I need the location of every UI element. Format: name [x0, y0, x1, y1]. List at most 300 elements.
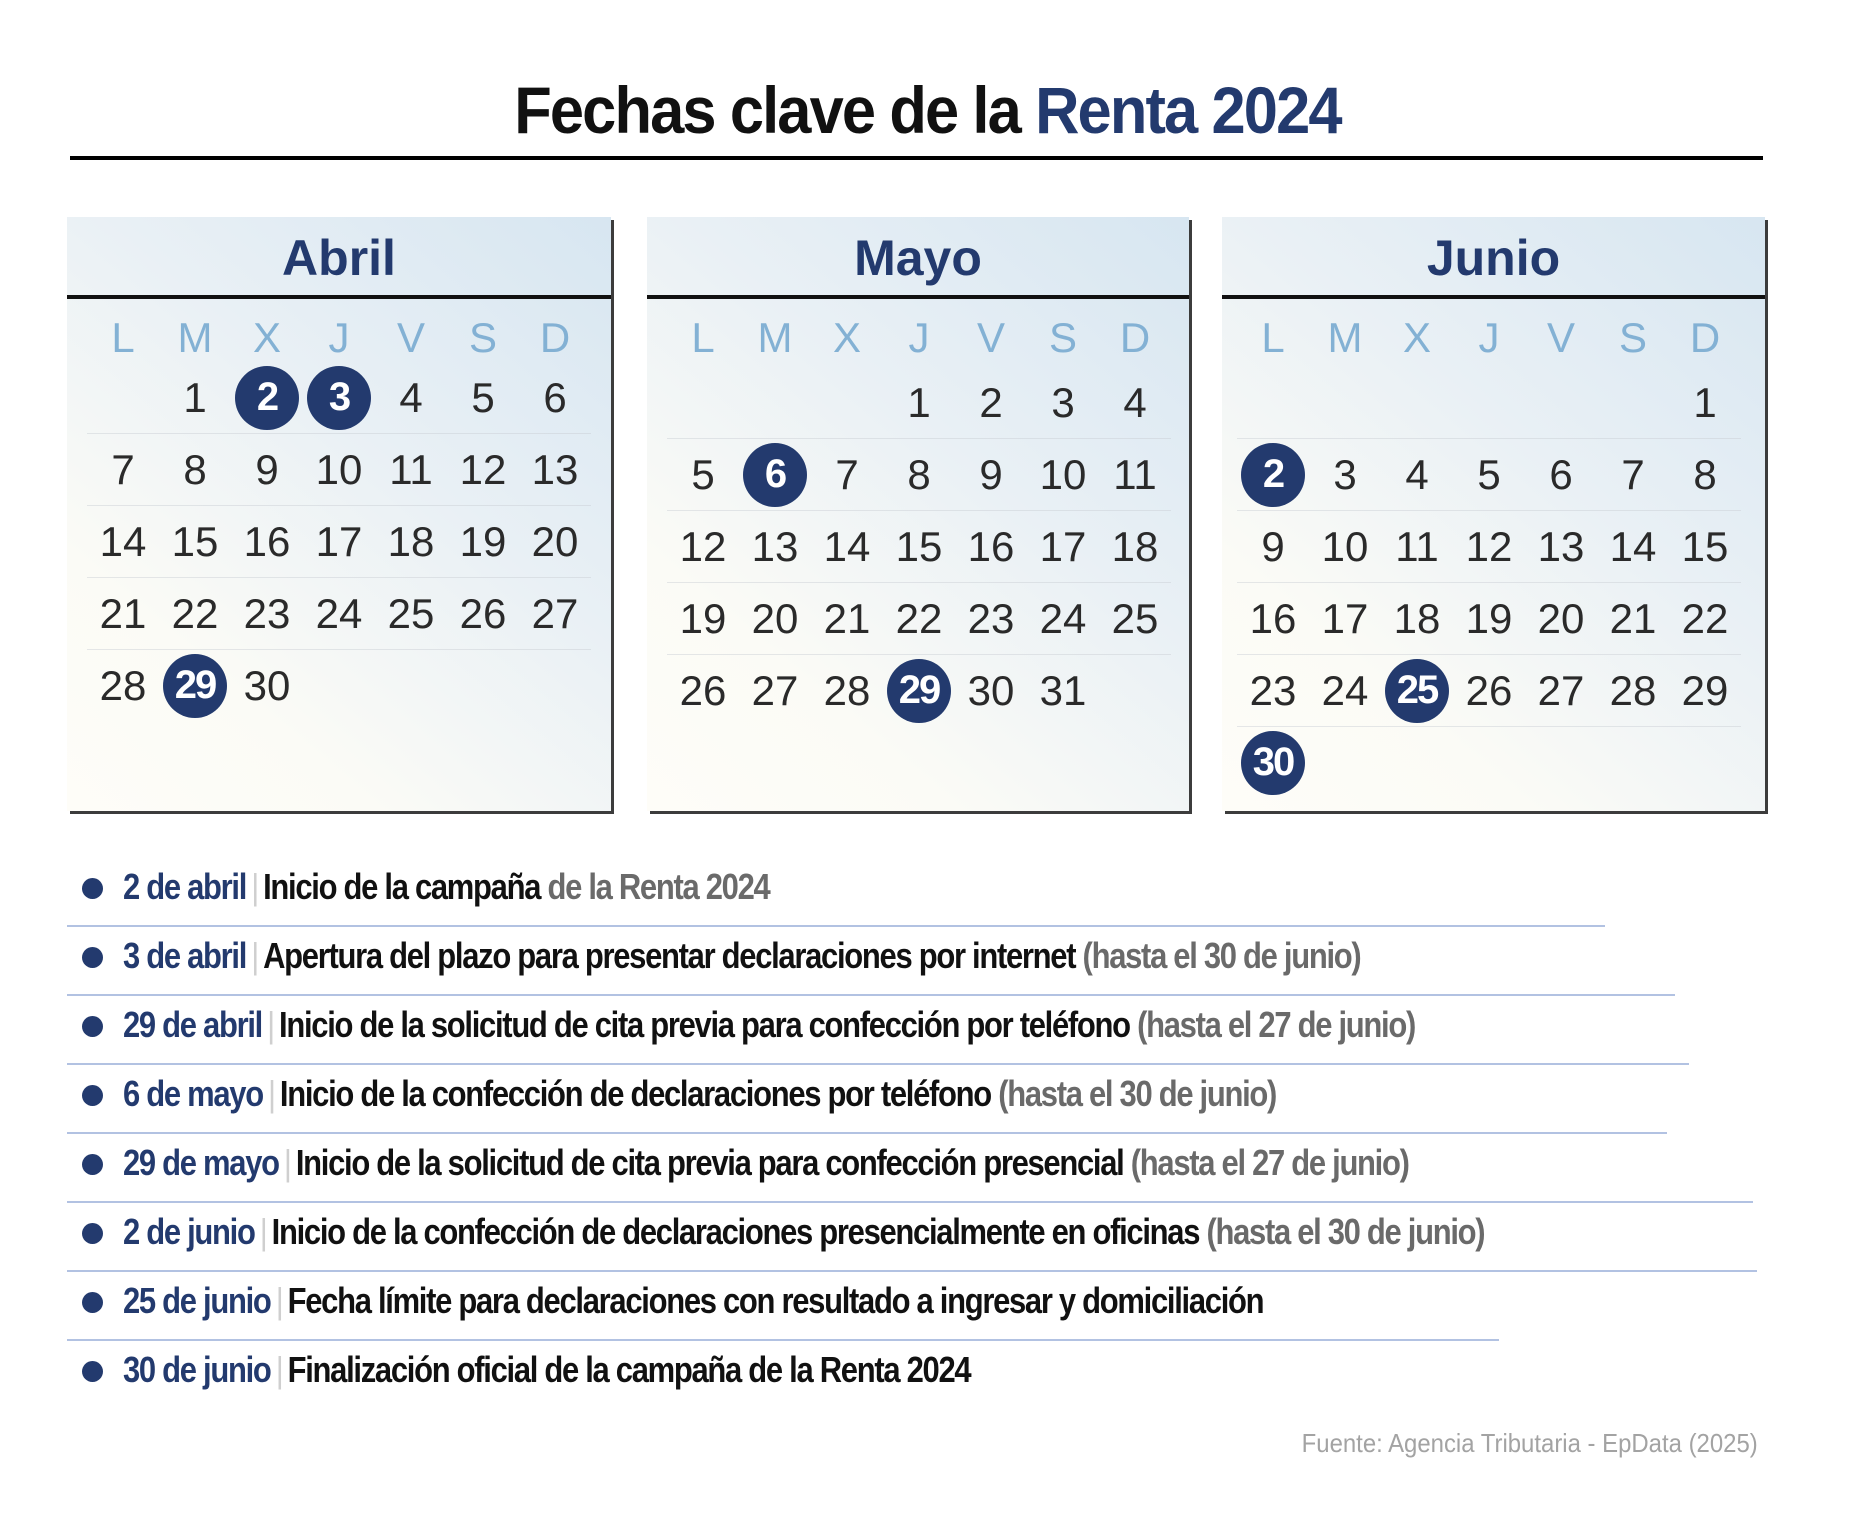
day-number: 26	[1465, 666, 1513, 714]
day-cell	[667, 367, 739, 438]
week-row	[1237, 655, 1741, 727]
day-cell	[1381, 727, 1453, 798]
week-row	[87, 506, 591, 578]
day-cell	[955, 367, 1027, 438]
day-cell	[1453, 367, 1525, 438]
day-number: 30	[243, 661, 291, 709]
day-number: 2	[979, 378, 1003, 426]
day-number: 8	[1693, 450, 1717, 498]
event-text	[123, 862, 769, 912]
day-number: 23	[243, 589, 291, 637]
weekday-label: D	[539, 314, 571, 361]
day-cell	[1453, 583, 1525, 654]
day-number: 15	[895, 522, 943, 570]
separator: |	[267, 1073, 275, 1114]
week-row	[667, 583, 1171, 655]
day-cell	[667, 655, 739, 726]
highlighted-day	[1237, 439, 1309, 510]
day-cell	[375, 362, 447, 433]
weekday-header-row	[87, 313, 591, 363]
day-cell	[811, 655, 883, 726]
week-row	[87, 650, 591, 721]
day-number: 9	[255, 445, 279, 493]
day-number: 9	[1261, 522, 1285, 570]
bullet-icon	[82, 1292, 103, 1313]
day-cell	[231, 434, 303, 505]
day-cell	[955, 511, 1027, 582]
event-text	[123, 1000, 1415, 1050]
day-grid	[87, 362, 591, 721]
day-cell	[519, 506, 591, 577]
bullet-icon	[82, 1154, 103, 1175]
event-date: 29 de mayo	[123, 1142, 279, 1183]
day-cell	[1027, 583, 1099, 654]
day-cell	[1669, 727, 1741, 798]
event-description: Fecha límite para declaraciones con resultado a ingresar y domiciliación	[287, 1280, 1264, 1321]
day-cell	[1453, 655, 1525, 726]
day-cell	[87, 434, 159, 505]
day-number: 4	[1405, 450, 1429, 498]
day-number: 13	[751, 522, 799, 570]
day-cell	[519, 578, 591, 649]
day-number: 24	[1039, 594, 1087, 642]
day-cell	[87, 506, 159, 577]
day-number: 28	[1609, 666, 1657, 714]
day-cell	[1309, 367, 1381, 438]
day-cell	[1381, 583, 1453, 654]
highlighted-day	[1237, 727, 1309, 798]
day-cell	[1099, 655, 1171, 726]
day-cell	[1309, 439, 1381, 510]
week-row	[667, 511, 1171, 583]
day-number: 11	[389, 445, 433, 493]
week-row	[667, 655, 1171, 726]
weekday-label: J	[328, 314, 350, 361]
day-cell	[667, 583, 739, 654]
highlighted-day	[883, 655, 955, 726]
day-cell	[87, 650, 159, 721]
day-cell	[303, 506, 375, 577]
separator: |	[283, 1142, 291, 1183]
day-number: 19	[679, 594, 727, 642]
day-cell	[303, 578, 375, 649]
day-number: 18	[1111, 522, 1159, 570]
row-divider	[67, 925, 1605, 927]
day-number: 29	[887, 659, 951, 723]
calendar-month-title: Abril	[67, 217, 611, 299]
day-number: 4	[399, 373, 423, 421]
day-number: 25	[1385, 659, 1449, 723]
day-number: 22	[895, 594, 943, 642]
day-cell	[1669, 655, 1741, 726]
day-number: 22	[1681, 594, 1729, 642]
row-divider	[67, 1339, 1499, 1341]
day-number: 9	[979, 450, 1003, 498]
day-cell	[159, 578, 231, 649]
day-cell	[1027, 511, 1099, 582]
day-number: 21	[823, 594, 871, 642]
day-number: 30	[1241, 731, 1305, 795]
day-cell	[375, 434, 447, 505]
event-description: Inicio de la confección de declaraciones por teléfono	[279, 1073, 991, 1114]
day-number: 28	[99, 661, 147, 709]
day-number: 7	[835, 450, 859, 498]
day-cell	[447, 434, 519, 505]
day-number: 22	[171, 589, 219, 637]
event-note: (hasta el 30 de junio)	[1075, 935, 1361, 976]
week-row	[1237, 439, 1741, 511]
bullet-icon	[82, 1223, 103, 1244]
day-cell	[375, 650, 447, 721]
bullet-icon	[82, 947, 103, 968]
day-cell	[1453, 511, 1525, 582]
day-cell	[1237, 655, 1309, 726]
day-cell	[447, 650, 519, 721]
event-description: Finalización oficial de la campaña de la Renta 2024	[287, 1349, 971, 1390]
day-cell	[159, 506, 231, 577]
day-cell	[1525, 367, 1597, 438]
day-cell	[1525, 439, 1597, 510]
weekday-label: L	[691, 314, 715, 361]
day-cell	[1453, 727, 1525, 798]
day-cell	[1099, 367, 1171, 438]
day-number: 16	[967, 522, 1015, 570]
weekday-label: L	[1261, 314, 1285, 361]
day-cell	[955, 655, 1027, 726]
day-cell	[375, 506, 447, 577]
event-text	[123, 1138, 1409, 1188]
highlighted-day	[739, 439, 811, 510]
day-number: 20	[531, 517, 579, 565]
row-divider	[67, 1063, 1689, 1065]
day-number: 23	[967, 594, 1015, 642]
weekday-label: L	[111, 314, 135, 361]
day-cell	[375, 578, 447, 649]
day-cell	[1525, 655, 1597, 726]
day-cell	[1525, 583, 1597, 654]
day-cell	[739, 655, 811, 726]
day-cell	[1309, 655, 1381, 726]
day-number: 8	[907, 450, 931, 498]
day-cell	[1309, 583, 1381, 654]
event-description: Inicio de la confección de declaraciones presencialmente en oficinas	[271, 1211, 1200, 1252]
day-number: 12	[459, 445, 507, 493]
day-cell	[1381, 511, 1453, 582]
day-number: 7	[111, 445, 135, 493]
day-number: 8	[183, 445, 207, 493]
day-number: 14	[99, 517, 147, 565]
day-cell	[519, 434, 591, 505]
day-number: 27	[751, 666, 799, 714]
day-number: 21	[99, 589, 147, 637]
week-row	[87, 362, 591, 434]
day-number: 18	[1393, 594, 1441, 642]
row-divider	[67, 1201, 1753, 1203]
day-number: 5	[691, 450, 715, 498]
event-text	[123, 1069, 1276, 1119]
day-number: 15	[1681, 522, 1729, 570]
day-number: 11	[1113, 450, 1157, 498]
separator: |	[251, 935, 258, 976]
bullet-icon	[82, 1016, 103, 1037]
day-cell	[1099, 583, 1171, 654]
day-number: 30	[967, 666, 1015, 714]
day-cell	[231, 506, 303, 577]
day-number: 20	[751, 594, 799, 642]
event-description: Inicio de la campaña	[263, 866, 541, 907]
day-cell	[1669, 367, 1741, 438]
weekday-label: S	[468, 314, 497, 361]
weekday-label: S	[1048, 314, 1077, 361]
event-text	[123, 931, 1360, 981]
weekday-label: M	[177, 314, 213, 361]
weekday-header-row	[667, 313, 1171, 363]
row-divider	[67, 1270, 1757, 1272]
day-number: 26	[679, 666, 727, 714]
event-date: 2 de abril	[123, 866, 247, 907]
event-date: 2 de junio	[123, 1211, 255, 1252]
separator: |	[267, 1004, 274, 1045]
day-number: 12	[1465, 522, 1513, 570]
weekday-label: M	[757, 314, 793, 361]
day-number: 29	[163, 654, 227, 718]
day-number: 10	[1321, 522, 1369, 570]
day-number: 16	[243, 517, 291, 565]
event-text	[123, 1345, 970, 1395]
day-number: 24	[315, 589, 363, 637]
day-number: 1	[907, 378, 931, 426]
weekday-label: D	[1689, 314, 1721, 361]
event-note: (hasta el 30 de junio)	[990, 1073, 1277, 1114]
highlighted-day	[1381, 655, 1453, 726]
weekday-label: X	[252, 314, 281, 361]
day-number: 17	[315, 517, 363, 565]
day-number: 17	[1321, 594, 1369, 642]
day-cell	[231, 578, 303, 649]
day-number: 5	[471, 373, 495, 421]
weekday-label: V	[396, 314, 425, 361]
day-number: 13	[531, 445, 579, 493]
week-row	[1237, 367, 1741, 439]
page-title	[64, 72, 1790, 148]
bullet-icon	[82, 1085, 103, 1106]
day-cell	[1453, 439, 1525, 510]
highlighted-day	[303, 362, 375, 433]
event-date: 6 de mayo	[123, 1073, 263, 1114]
day-cell	[447, 362, 519, 433]
day-cell	[1381, 439, 1453, 510]
day-number: 25	[387, 589, 435, 637]
calendar-junio	[1222, 217, 1765, 811]
event-note: (hasta el 27 de junio)	[1123, 1142, 1409, 1183]
day-cell	[955, 583, 1027, 654]
day-number: 15	[171, 517, 219, 565]
day-number: 21	[1609, 594, 1657, 642]
day-number: 27	[1537, 666, 1585, 714]
event-date: 25 de junio	[123, 1280, 271, 1321]
weekday-label: J	[1478, 314, 1500, 361]
day-cell	[883, 583, 955, 654]
day-cell	[1597, 439, 1669, 510]
day-number: 3	[1051, 378, 1075, 426]
event-text	[123, 1276, 1263, 1326]
day-cell	[303, 434, 375, 505]
day-number: 6	[743, 443, 807, 507]
day-cell	[811, 583, 883, 654]
day-number: 12	[679, 522, 727, 570]
separator: |	[275, 1349, 283, 1390]
day-number: 26	[459, 589, 507, 637]
day-grid	[667, 367, 1171, 726]
day-number: 13	[1537, 522, 1585, 570]
day-cell	[811, 439, 883, 510]
day-number: 18	[387, 517, 435, 565]
day-number: 19	[459, 517, 507, 565]
weekday-label: X	[1402, 314, 1431, 361]
day-number: 1	[1693, 378, 1717, 426]
source-note: Fuente: Agencia Tributaria - EpData (2025)	[1301, 1428, 1758, 1458]
event-description: Apertura del plazo para presentar declaraciones por internet	[263, 935, 1076, 976]
week-row	[667, 367, 1171, 439]
day-cell	[519, 362, 591, 433]
day-number: 2	[235, 366, 299, 430]
day-number: 19	[1465, 594, 1513, 642]
day-number: 3	[307, 366, 371, 430]
row-divider	[67, 1132, 1667, 1134]
day-cell	[1237, 511, 1309, 582]
day-number: 25	[1111, 594, 1159, 642]
highlighted-day	[159, 650, 231, 721]
day-cell	[883, 367, 955, 438]
day-number: 11	[1395, 522, 1439, 570]
event-date: 29 de abril	[123, 1004, 262, 1045]
day-number: 28	[823, 666, 871, 714]
day-number: 29	[1681, 666, 1729, 714]
day-cell	[1309, 727, 1381, 798]
day-cell	[811, 367, 883, 438]
week-row	[1237, 511, 1741, 583]
highlighted-day	[231, 362, 303, 433]
day-number: 27	[531, 589, 579, 637]
day-cell	[447, 506, 519, 577]
day-cell	[1099, 439, 1171, 510]
day-number: 14	[1609, 522, 1657, 570]
event-note: (hasta el 27 de junio)	[1129, 1004, 1415, 1045]
week-row	[1237, 583, 1741, 655]
row-divider	[67, 994, 1675, 996]
day-number: 7	[1621, 450, 1645, 498]
day-cell	[1309, 511, 1381, 582]
day-number: 14	[823, 522, 871, 570]
day-cell	[87, 362, 159, 433]
weekday-label: M	[1327, 314, 1363, 361]
bullet-icon	[82, 1361, 103, 1382]
weekday-label: X	[832, 314, 861, 361]
day-cell	[1027, 439, 1099, 510]
day-number: 2	[1241, 443, 1305, 507]
day-cell	[955, 439, 1027, 510]
weekday-label: D	[1119, 314, 1151, 361]
event-date: 3 de abril	[123, 935, 247, 976]
separator: |	[251, 866, 258, 907]
weekday-label: J	[908, 314, 930, 361]
day-cell	[739, 511, 811, 582]
title-prefix: Fechas clave de la	[514, 73, 1036, 147]
day-cell	[159, 362, 231, 433]
day-cell	[1525, 727, 1597, 798]
day-number: 23	[1249, 666, 1297, 714]
day-cell	[87, 578, 159, 649]
day-cell	[1525, 511, 1597, 582]
day-cell	[303, 650, 375, 721]
day-cell	[1597, 727, 1669, 798]
day-number: 20	[1537, 594, 1585, 642]
day-cell	[1597, 511, 1669, 582]
bullet-icon	[82, 878, 103, 899]
event-date: 30 de junio	[123, 1349, 271, 1390]
day-cell	[1669, 439, 1741, 510]
week-row	[1237, 727, 1741, 798]
event-note: (hasta el 30 de junio)	[1199, 1211, 1485, 1252]
event-description: Inicio de la solicitud de cita previa para confección presencial	[295, 1142, 1124, 1183]
day-cell	[883, 511, 955, 582]
day-number: 6	[1549, 450, 1573, 498]
day-cell	[159, 434, 231, 505]
day-cell	[1669, 511, 1741, 582]
title-divider	[70, 156, 1763, 160]
day-cell	[1237, 367, 1309, 438]
separator: |	[275, 1280, 283, 1321]
day-cell	[883, 439, 955, 510]
day-cell	[1597, 583, 1669, 654]
separator: |	[259, 1211, 267, 1252]
day-cell	[447, 578, 519, 649]
weekday-label: V	[976, 314, 1005, 361]
day-number: 31	[1039, 666, 1087, 714]
event-description: Inicio de la solicitud de cita previa para confección por teléfono	[279, 1004, 1130, 1045]
event-text	[123, 1207, 1484, 1257]
day-grid	[1237, 367, 1741, 798]
day-cell	[1381, 367, 1453, 438]
week-row	[667, 439, 1171, 511]
day-number: 16	[1249, 594, 1297, 642]
day-cell	[1669, 583, 1741, 654]
day-number: 1	[183, 373, 207, 421]
day-cell	[811, 511, 883, 582]
calendar-mayo	[647, 217, 1189, 811]
title-accent: Renta 2024	[1035, 73, 1341, 147]
day-number: 5	[1477, 450, 1501, 498]
day-number: 10	[315, 445, 363, 493]
day-cell	[739, 583, 811, 654]
weekday-label: S	[1618, 314, 1647, 361]
weekday-label: V	[1546, 314, 1575, 361]
calendar-month-title: Mayo	[647, 217, 1189, 299]
day-cell	[1597, 655, 1669, 726]
day-cell	[1027, 655, 1099, 726]
day-cell	[1597, 367, 1669, 438]
day-cell	[739, 367, 811, 438]
week-row	[87, 578, 591, 650]
week-row	[87, 434, 591, 506]
day-number: 4	[1123, 378, 1147, 426]
day-cell	[231, 650, 303, 721]
day-cell	[667, 511, 739, 582]
day-cell	[1237, 583, 1309, 654]
calendar-month-title: Junio	[1222, 217, 1765, 299]
day-number: 3	[1333, 450, 1357, 498]
day-cell	[519, 650, 591, 721]
